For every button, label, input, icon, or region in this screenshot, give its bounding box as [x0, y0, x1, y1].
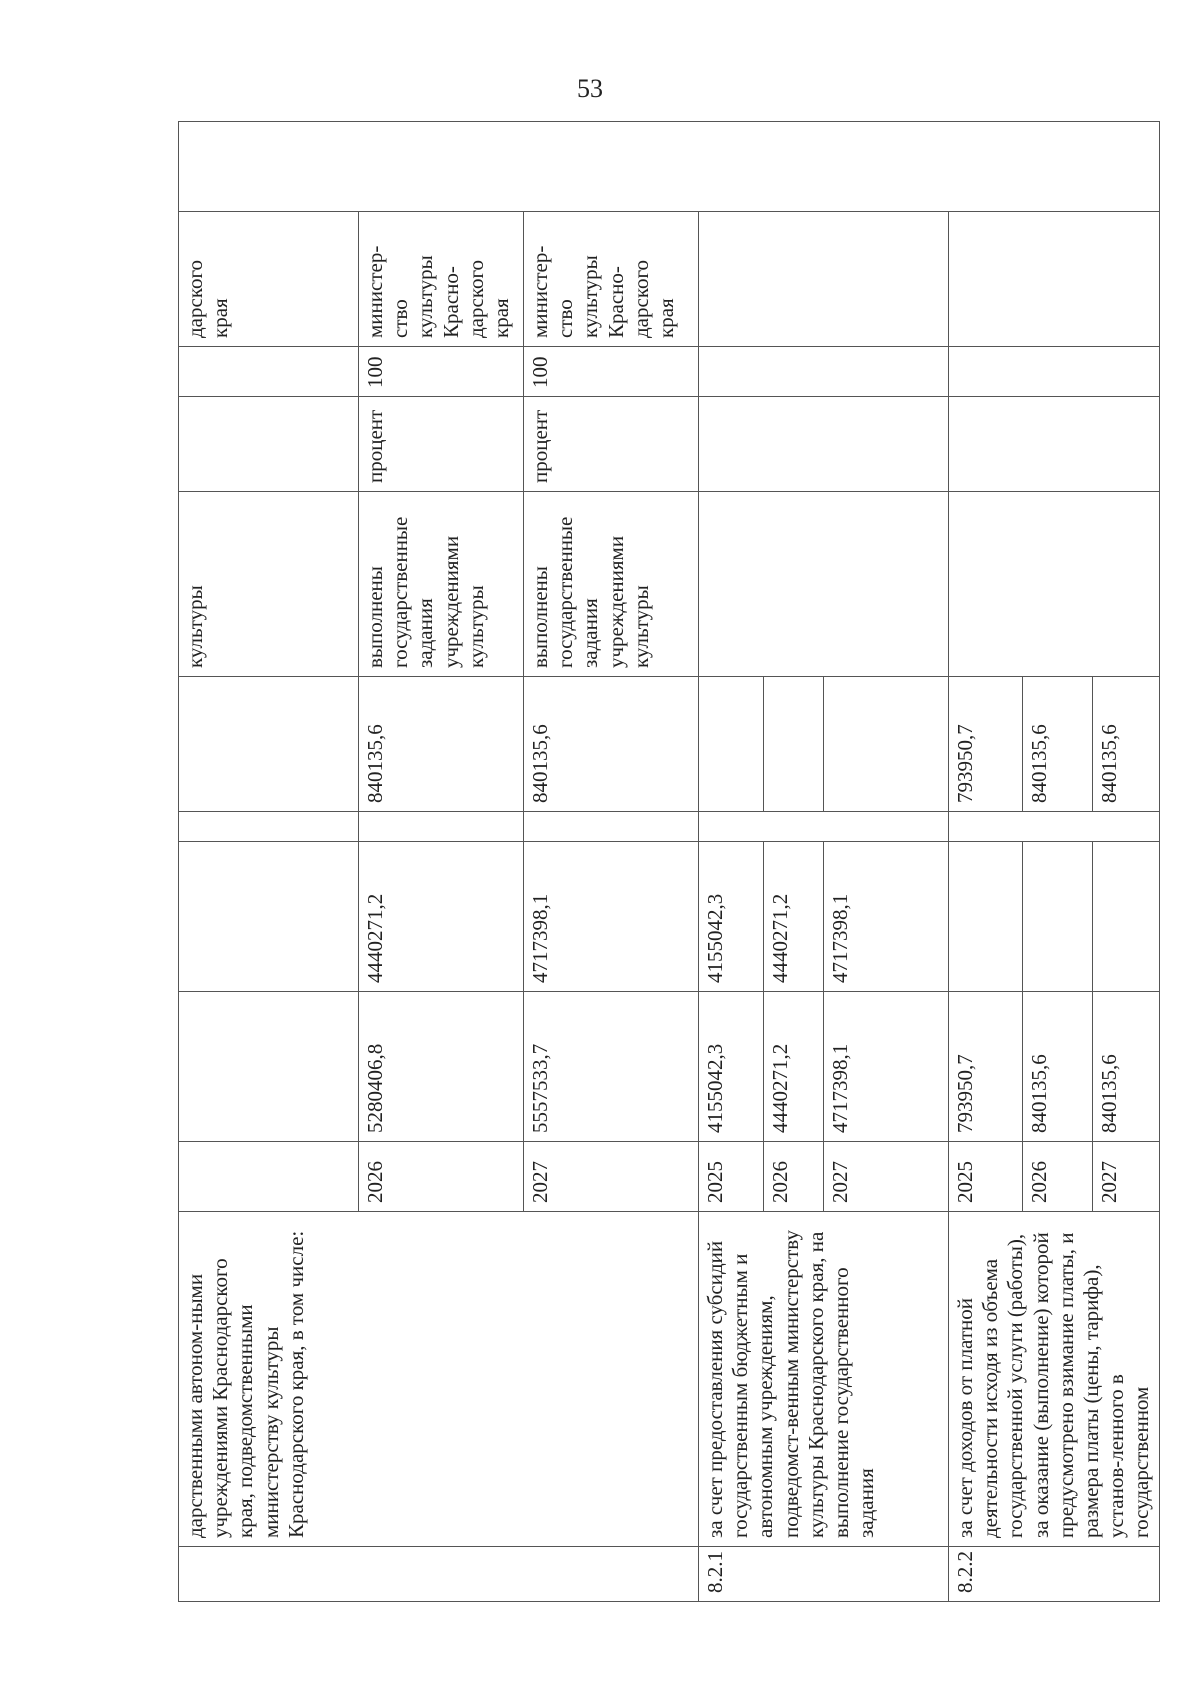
cell-code: 8.2.1 [699, 1547, 949, 1602]
cell-total: 4155042,3 [699, 992, 764, 1142]
cell-total: 5557533,7 [524, 992, 699, 1142]
cell-year: 2025 [699, 1142, 764, 1212]
cell-result [699, 492, 949, 677]
cell-total: 840135,6 [1092, 992, 1159, 1142]
cell-total: 793950,7 [949, 992, 1023, 1142]
cell-unit [949, 397, 1160, 492]
cell-unit [179, 397, 359, 492]
cell-result [949, 492, 1160, 677]
cell-federal [359, 812, 524, 842]
cell-total: 840135,6 [1022, 992, 1092, 1142]
cell-krai-budget: 4717398,1 [824, 842, 949, 992]
cell-other: 840135,6 [1022, 677, 1092, 812]
cell-blank-right [179, 122, 1160, 212]
cell-year: 2026 [359, 1142, 524, 1212]
table-row [179, 122, 359, 1602]
cell-krai-budget: 4155042,3 [699, 842, 764, 992]
cell-other: 793950,7 [949, 677, 1023, 812]
cell-value [949, 347, 1160, 397]
cell-value [699, 347, 949, 397]
cell-other: 840135,6 [524, 677, 699, 812]
cell-other [824, 677, 949, 812]
cell-total: 5280406,8 [359, 992, 524, 1142]
cell-krai-budget: 4440271,2 [764, 842, 824, 992]
cell-year: 2026 [1022, 1142, 1092, 1212]
cell-krai-budget: 4717398,1 [524, 842, 699, 992]
cell-unit: процент [359, 397, 524, 492]
cell-krai-budget [179, 842, 359, 992]
cell-executor: министер-ство культуры Красно-дарского края [359, 212, 524, 347]
cell-total: 4717398,1 [824, 992, 949, 1142]
cell-unit: процент [524, 397, 699, 492]
cell-year: 2025 [949, 1142, 1023, 1212]
cell-krai-budget: 4440271,2 [359, 842, 524, 992]
cell-federal [179, 812, 359, 842]
cell-executor: дарского края [179, 212, 359, 347]
cell-federal [524, 812, 699, 842]
cell-executor [949, 212, 1160, 347]
cell-description: дарственными автоном-ными учреждениями Краснодарского края, подведомственными министерству культуры Краснодарского края, в том числе: [179, 1212, 699, 1547]
cell-year: 2027 [1092, 1142, 1159, 1212]
cell-description: за счет доходов от платной деятельности исходя из объема государственной услуги (работы), за оказание (выполнение) которой предусмотрено взимание платы, и размера платы (цены, тарифа), установ-ленного в государственном [949, 1212, 1160, 1547]
table-grid [178, 121, 1160, 1602]
cell-value: 100 [359, 347, 524, 397]
cell-code: 8.2.2 [949, 1547, 1160, 1602]
cell-value: 100 [524, 347, 699, 397]
budget-table [178, 122, 1154, 1602]
cell-other [764, 677, 824, 812]
cell-result: выполнены государственные задания учреждениями культуры [524, 492, 699, 677]
cell-total [179, 992, 359, 1142]
cell-year: 2026 [764, 1142, 824, 1212]
cell-other [179, 677, 359, 812]
cell-result: культуры [179, 492, 359, 677]
cell-description: за счет предоставления субсидий государственным бюджетным и автономным учреждениям, подведомст-венным министерству культуры Краснодарского края, на выполнение государственного задания [699, 1212, 949, 1547]
table-row [699, 122, 764, 1602]
page-number: 53 [577, 74, 603, 103]
cell-krai-budget [1092, 842, 1159, 992]
cell-result: выполнены государственные задания учреждениями культуры [359, 492, 524, 677]
cell-total: 4440271,2 [764, 992, 824, 1142]
cell-other: 840135,6 [359, 677, 524, 812]
cell-krai-budget [1022, 842, 1092, 992]
cell-federal [699, 812, 949, 842]
cell-federal [949, 812, 1160, 842]
cell-unit [699, 397, 949, 492]
cell-executor [699, 212, 949, 347]
cell-year [179, 1142, 359, 1212]
cell-value [179, 347, 359, 397]
cell-year: 2027 [524, 1142, 699, 1212]
table-row [949, 122, 1023, 1602]
cell-code [179, 1547, 699, 1602]
cell-other [699, 677, 764, 812]
cell-other: 840135,6 [1092, 677, 1159, 812]
cell-executor: министер-ство культуры Красно-дарского края [524, 212, 699, 347]
cell-year: 2027 [824, 1142, 949, 1212]
cell-krai-budget [949, 842, 1023, 992]
